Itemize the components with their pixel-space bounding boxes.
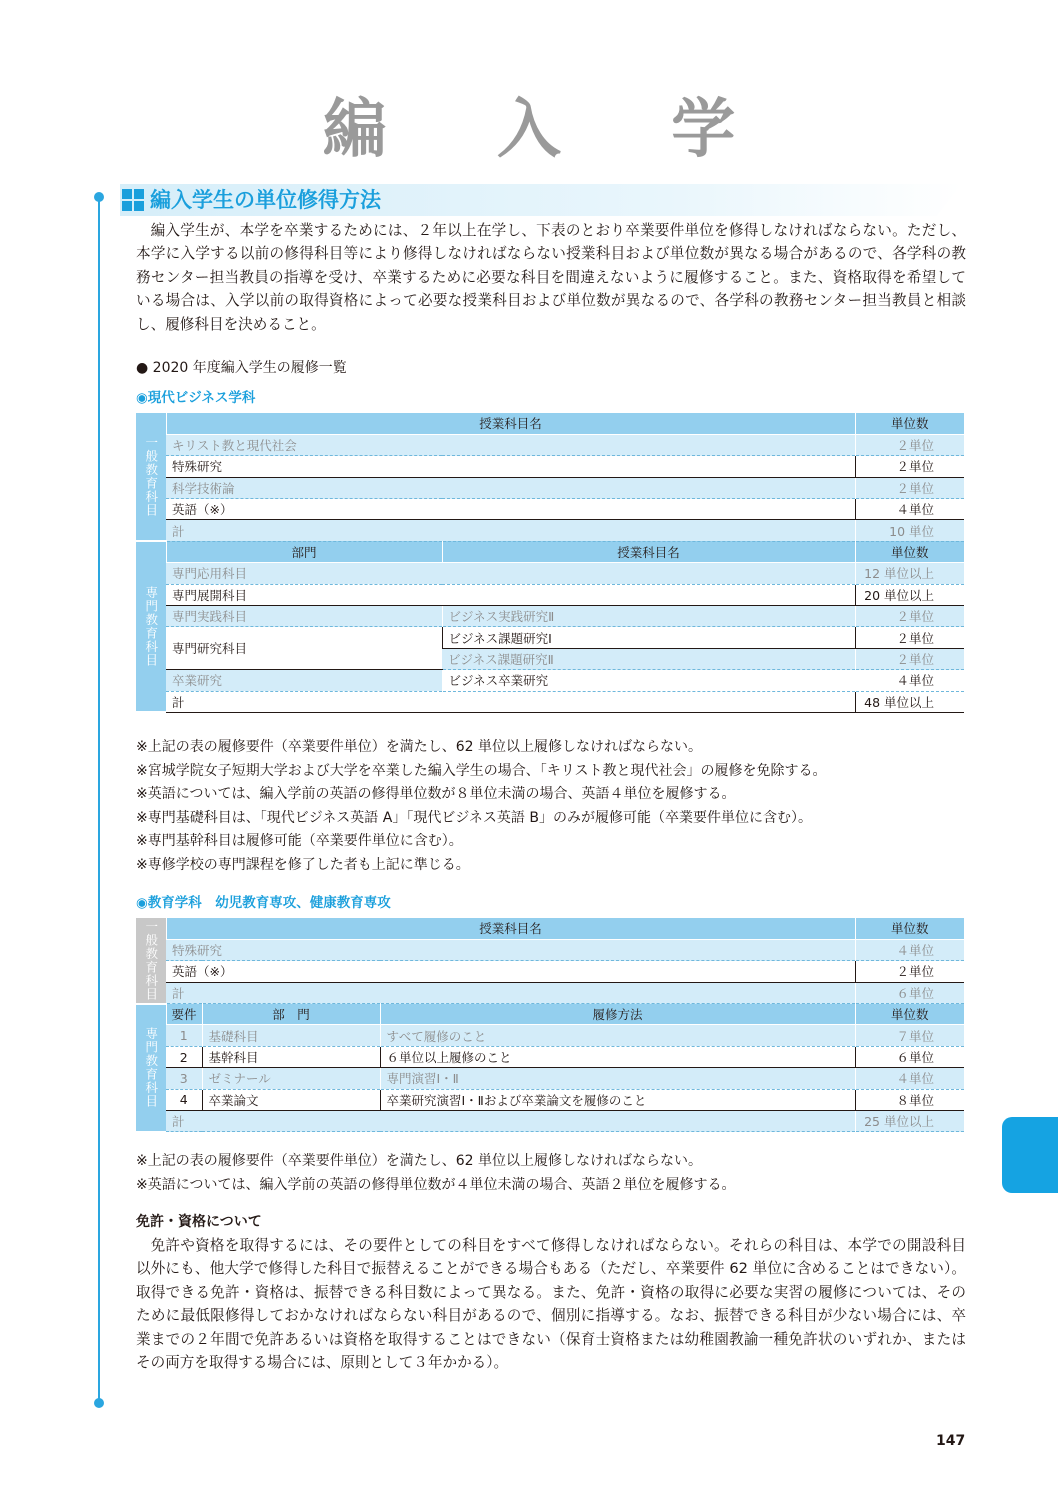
table-row — [136, 1025, 964, 1046]
table-row — [136, 1068, 964, 1089]
section-heading — [120, 184, 962, 216]
subject-cell: ビジネス実践研究Ⅱ — [442, 606, 855, 627]
table-row — [136, 939, 964, 960]
req-cell: 計 — [166, 1111, 855, 1132]
side-label-special: 専門教育科目 — [136, 1004, 166, 1132]
credits-cell: ４単位 — [855, 499, 964, 520]
header-subject: 授業科目名 — [166, 413, 855, 434]
note-item: ※専門基幹科目は履修可能（卒業要件単位に含む）。 — [136, 833, 463, 849]
license-paragraph: 免許や資格を取得するには、その要件としての科目をすべて修得しなければならない。それらの科目は、本学での開設科目以外にも、他大学で修得した科目で振替えることができる場合もある（ただし、卒業要件 62 単位に含めることはできない）。取得できる免許・資格は、振替できる科目数によって異なる。また、免許・資格の取得に必要な実習の履修については、そのために最低限修得しておかなければならない科目があるので、個別に指導する。なお、振替できる科目が少ない場合には、卒業までの２年間で免許あるいは資格を取得することはできない（保育士資格または幼稚園教諭一種免許状のいずれか、またはその両方を取得する場合には、原則として３年かかる）。 — [136, 1237, 966, 1372]
side-label-general: 一般教育科目 — [136, 918, 166, 1004]
table-row-total — [136, 520, 964, 541]
method-cell: 卒業研究演習Ⅰ・Ⅱおよび卒業論文を履修のこと — [380, 1089, 855, 1110]
table-row — [136, 1046, 964, 1067]
margin-rule-dot-top — [94, 192, 104, 202]
category-cell: 専門実践科目 — [166, 606, 442, 627]
table-header-row — [136, 1004, 964, 1025]
note-item: ※専修学校の専門課程を修了した者も上記に準じる。 — [136, 856, 470, 873]
subject-cell: 計 — [166, 982, 855, 1003]
table-header-row — [136, 541, 964, 562]
subject-cell: ビジネス課題研究Ⅰ — [442, 627, 855, 648]
subject-cell: 英語（※） — [166, 499, 855, 520]
table-row — [136, 1089, 964, 1110]
credits-cell: ２単位 — [855, 648, 964, 669]
req-cell: 1 — [166, 1025, 202, 1046]
table-row — [136, 606, 964, 627]
req-cell: 3 — [166, 1068, 202, 1089]
category-cell: 基礎科目 — [202, 1025, 380, 1046]
table-row — [136, 434, 964, 455]
subject-cell: ビジネス課題研究Ⅱ — [442, 648, 855, 669]
credits-cell: ６単位 — [855, 1046, 964, 1067]
header-category: 部門 — [166, 541, 442, 562]
subject-cell: 科学技術論 — [166, 477, 855, 498]
table-row-total — [136, 982, 964, 1003]
credits-cell: ２単位 — [855, 477, 964, 498]
header-method: 履修方法 — [380, 1004, 855, 1025]
method-cell: すべて履修のこと — [380, 1025, 855, 1046]
table-row — [136, 456, 964, 477]
note-item: ※上記の表の履修要件（卒業要件単位）を満たし、62 単位以上履修しなければならない。 — [136, 739, 702, 755]
category-cell: 基幹科目 — [202, 1046, 380, 1067]
table-row — [136, 563, 964, 584]
intro-paragraph: 編入学生が、本学を卒業するためには、２年以上在学し、下表のとおり卒業要件単位を修得しなければならない。ただし、本学に入学する以前の修得科目等により修得しなければならない授業科目および単位数が異なる場合があるので、各学科の教務センター担当教員の指導を受け、卒業するために必要な科目を間違えないように履修すること。また、資格取得を希望している場合は、入学以前の取得資格によって必要な授業科目および単位数が異なるので、各学科の教務センター担当教員と相談し、履修科目を決めること。 — [136, 222, 966, 333]
dept1-notes — [136, 736, 966, 877]
method-cell: ６単位以上履修のこと — [380, 1046, 855, 1067]
page-number: 147 — [936, 1433, 966, 1449]
note-item: ※英語については、編入学前の英語の修得単位数が８単位未満の場合、英語４単位を履修する。 — [136, 786, 736, 802]
dept1-table — [136, 413, 964, 713]
credits-cell: ２単位 — [855, 961, 964, 982]
credits-cell: 48 単位以上 — [855, 691, 964, 712]
page-title: 編 入 学 — [322, 93, 780, 167]
table-header-row — [136, 918, 964, 939]
credits-cell: ４単位 — [855, 670, 964, 691]
subject-cell: ビジネス卒業研究 — [442, 670, 855, 691]
table-row — [136, 499, 964, 520]
header-credits: 単位数 — [855, 918, 964, 939]
credits-cell: 10 単位 — [855, 520, 964, 541]
category-cell: ゼミナール — [202, 1068, 380, 1089]
credits-cell: ６単位 — [855, 982, 964, 1003]
header-subject: 授業科目名 — [442, 541, 855, 562]
header-credits: 単位数 — [855, 1004, 964, 1025]
header-req: 要件 — [166, 1004, 202, 1025]
credits-cell: 20 単位以上 — [855, 584, 964, 605]
subject-cell: 特殊研究 — [166, 456, 855, 477]
credits-cell: ２単位 — [855, 456, 964, 477]
table-row — [136, 584, 964, 605]
credits-cell: 12 単位以上 — [855, 563, 964, 584]
table-row-total — [136, 691, 964, 712]
table-header-row — [136, 413, 964, 434]
category-cell: 専門応用科目 — [166, 563, 855, 584]
side-label-special: 専門教育科目 — [136, 541, 166, 712]
table-row — [136, 477, 964, 498]
subject-cell: 英語（※） — [166, 961, 855, 982]
req-cell: 4 — [166, 1089, 202, 1110]
table-row — [136, 627, 964, 648]
header-credits: 単位数 — [855, 541, 964, 562]
credits-cell: ４単位 — [855, 939, 964, 960]
credits-cell: ２単位 — [855, 606, 964, 627]
side-label-general: 一般教育科目 — [136, 413, 166, 541]
method-cell: 専門演習Ⅰ・Ⅱ — [380, 1068, 855, 1089]
dept2-title: ◉教育学科 幼児教育専攻、健康教育専攻 — [136, 895, 391, 911]
req-cell: 2 — [166, 1046, 202, 1067]
category-cell: 卒業論文 — [202, 1089, 380, 1110]
dept1-title: ◉現代ビジネス学科 — [136, 390, 256, 406]
note-item: ※上記の表の履修要件（卒業要件単位）を満たし、62 単位以上履修しなければならない。 — [136, 1153, 702, 1169]
credits-cell: ４単位 — [855, 1068, 964, 1089]
list-heading: ● 2020 年度編入学生の履修一覧 — [136, 360, 347, 376]
dept2-table — [136, 918, 964, 1133]
note-item: ※宮城学院女子短期大学および大学を卒業した編入学生の場合、「キリスト教と現代社会」の履修を免除する。 — [136, 762, 827, 779]
header-credits: 単位数 — [855, 413, 964, 434]
credits-cell: ８単位 — [855, 1089, 964, 1110]
subject-cell: キリスト教と現代社会 — [166, 434, 855, 455]
table-row — [136, 670, 964, 691]
margin-rule — [98, 197, 100, 1403]
chapter-tab — [1002, 1117, 1058, 1193]
section-title: 編入学生の単位修得方法 — [150, 188, 381, 212]
dept2-notes — [136, 1150, 966, 1197]
header-subject: 授業科目名 — [166, 918, 855, 939]
credits-cell: ２単位 — [855, 434, 964, 455]
table-row-total — [136, 1111, 964, 1132]
credits-cell: ２単位 — [855, 627, 964, 648]
credits-cell: 25 単位以上 — [855, 1111, 964, 1132]
squares-icon — [122, 189, 144, 211]
note-item: ※専門基礎科目は、「現代ビジネス英語 A」「現代ビジネス英語 B」のみが履修可能（卒業要件単位に含む）。 — [136, 809, 812, 826]
credits-cell: ７単位 — [855, 1025, 964, 1046]
note-item: ※英語については、編入学前の英語の修得単位数が４単位未満の場合、英語２単位を履修する。 — [136, 1176, 736, 1193]
license-heading: 免許・資格について — [136, 1214, 262, 1230]
category-cell: 卒業研究 — [166, 670, 442, 691]
category-cell: 専門研究科目 — [166, 627, 442, 670]
table-row — [136, 961, 964, 982]
subject-cell: 特殊研究 — [166, 939, 855, 960]
category-cell: 専門展開科目 — [166, 584, 855, 605]
category-cell: 計 — [166, 691, 855, 712]
subject-cell: 計 — [166, 520, 855, 541]
margin-rule-dot-bottom — [94, 1398, 104, 1408]
header-category: 部 門 — [202, 1004, 380, 1025]
